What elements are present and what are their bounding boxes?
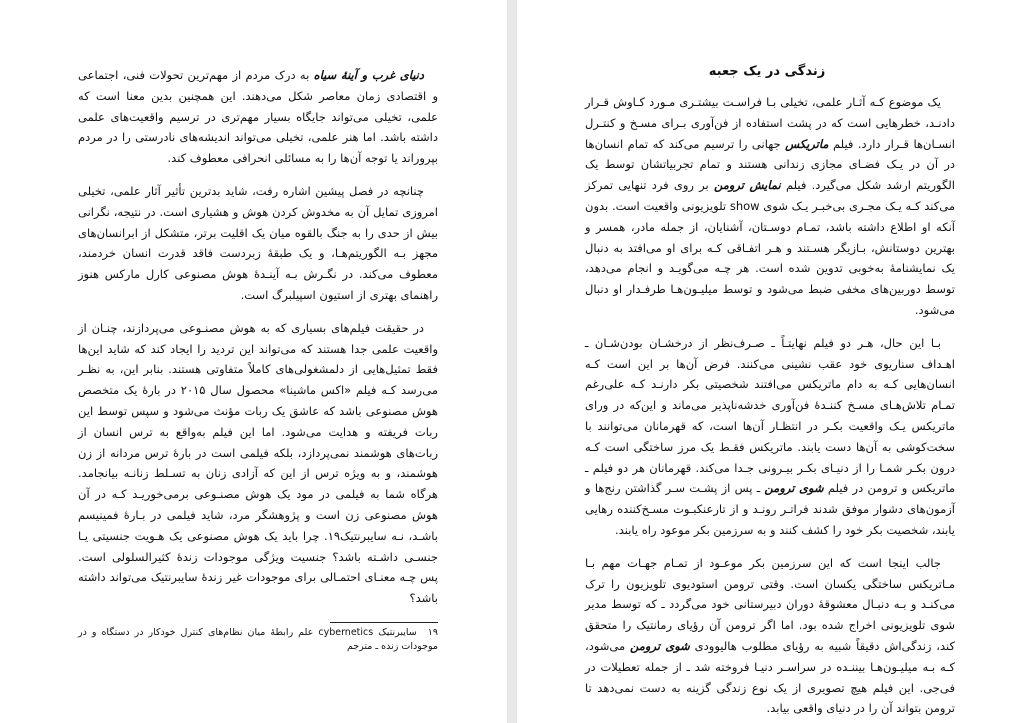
footnote [78, 626, 438, 654]
text-run: در حقیقت فیلم‌های بسیاری که به هوش مصنـوعی می‌پردازند، چنـان از واقعیت علمی جدا هستند که می‌تواند این تردید را ایجاد کند که شاید این‌ها فقط تمثیل‌هایی از دلمشغولی‌های کاملاً متفاوتی هستند. بنابر این، به نظـر می‌رسد کـه فیلم «اکس ماشینا» محصول سال ۲۰۱۵ در بارهٔ یک متخصص هوش مصنوعی باشد که عاشق یک ربات مؤنث می‌شود و سپس توسط این ربات فریفته و هدایت می‌شود. اما این فیلم به‌واقع به ترس انسان از ربات‌های هوشمند نمی‌پردازد، بلکه فیلمی است در بارهٔ ترس مردانه از زن هوشمند، و به ویژه ترس از این که آزادی زنان به تسـلط زنانـه بیانجامد. هرگاه شما به فیلمی در مود یک هوش مصنـوعی برمی‌خوریـد کـه در آن هوش مصنوعی زن است و پژوهشگر مرد، شاید فیلمی در بـارهٔ فمینیسم باشـد، نـه سایبرنتیک۱۹. چرا باید یک هوش مصنوعی یک هـویت جنسیتی یـا جنسـی داشـته باشد؟ جنسیت ویژگی موجودات زندهٔ کثیرالسلولی است. پس چـه معنـای احتمـالی برای موجودات غیر زندهٔ سایبرنتیک می‌تواند داشته باشد؟ [78, 320, 439, 606]
emphasis: نمایش ترومن [713, 178, 781, 193]
left-page-body [78, 65, 438, 621]
left-page [0, 0, 507, 723]
paragraph [78, 181, 438, 306]
footnote-number: ۱۹ [427, 627, 438, 638]
text-run: به درک مردم از مهم‌ترین تحولات فنی، اجتماعی و اقتصادی زمان معاصر شکل می‌دهند. این همچنین بدین معنا است که علمی، تخیلی می‌تواند جایگاه بسیار مهم‌تری در ترسیم واقعیت‌های علمی داشته باشد. اما هنر علمی، تخیلی می‌تواند اندیشه‌های نادرستی را در مردم بپروراند یا توجه آن‌ها را به مسائلی انحرافی معطوف کند. [78, 68, 438, 166]
right-page [517, 0, 1024, 723]
text-run: بـا این حال، هـر دو فیلم نهایتـاً ـ صـرف‌نظر از درخشـان بودن‌شـان ـ اهـداف سناریوی خود عقب نشینی می‌کنند. فرض آن‌ها بر این است کـه انسان‌هایی کـه به دام ماتریکس می‌افتند شخصیتی بکر دارنـد کـه علی‌رغم تمـام تلاش‌هـای مسـخ کننـدهٔ فن‌آوری خدشه‌ناپذیر می‌ماند و این‌که در ورای ماتریکس یـک واقعیت بکـر در انتظـار آن‌ها است، که قهرمانان می‌توانند با سخت‌کوشی به آن‌ها دست یابند. ماتریکس فقـط یک مرز ساختگی است کـه درون بکـر شمـا را از دنیـای بکـر بیـرونی جـدا می‌کند. قهرمانان هر دو فیلم ـ ماتریکس و ترومن در فیلم [585, 335, 955, 496]
text-run: بر روی فرد تنهایی تمرکز می‌کند کـه یـک مجـری بی‌خبـر یـک شوی show تلویزیونی واقعیت است. بدون آنکه او اطلاع داشته باشد، تمـام دوسـتان، آشنایان، از جمله مادر، همسر و بهترین دوستانش، بـازیگر هسـتند و هـر اتفـاقی کـه برای او می‌افتد به دنبال یک نمایشنامهٔ به‌خوبی تدوین شده است. هر چـه می‌گویـد و انجام می‌دهد، توسط دوربین‌های مخفی ضبط می‌شود و توسط میلیـون‌هـا طرفـدار او دنبال می‌شود. [585, 178, 955, 317]
footnote-text: سایبرنتیک cybernetics علم رابطهٔ میان نظام‌های کنترل خودکار در دستگاه و در موجودات زنده ـ مترجم [78, 627, 438, 652]
paragraph [585, 333, 955, 541]
emphasis: ماتریکس [785, 136, 829, 151]
paragraph [585, 553, 955, 719]
text-run: جهانی را ترسیم می‌کند که تمام انسان‌ها در آن در یـک فضـای مجازی زندانی هستند و تمام تجربیاتشان توسط یک الگوریتم ارشد شکل می‌گیرد. فیلم [585, 136, 956, 193]
right-page-body [585, 92, 955, 723]
emphasis: شوی ترومن [630, 638, 690, 653]
footnote-divider [330, 622, 438, 623]
text-run: چنانچه در فصل پیشین اشاره رفت، شاید بدترین تأثیر آثار علمی، تخیلی امروزی تمایل آن به مخدوش کردن هوش و هشیاری است. در نتیجه، نگرانی بیش از حدی را به جنگ بالقوه میان یک اقلیت برتر، متشکل از ابرانسان‌های مجهز بـه الگوریتم‌هـا، و یک طبقهٔ زبردست فاقد قدرت انسان خردمند، معطوف می‌کند. در نگـرش بـه آینـدهٔ هوش مصنوعی کارل مارکس هنوز راهنمای بهتری از استیون اسپیلبرگ است. [78, 183, 438, 302]
text-run: جالب اینجا است که این سرزمین بکر موعـود از تمـام جهـات مهم بـا مـاتریکس ساختگی یکسان است. وقتی ترومن استودیوی تلویزیون را ترک می‌کنـد و بـه دنبـال معشوقهٔ دوران دبیرستانی خود می‌گردد ـ که توسط مدیر شوی تلویزیونی اخراج شده بود. اما اگر ترومن آن رؤیای رمانتیک را متحقق کند، زندگی‌اش دقیقاً شبیه به رؤیای مطلوب هالیوودی [585, 555, 955, 653]
paragraph [78, 318, 438, 609]
paragraph [78, 65, 438, 169]
text-run: می‌شود، کـه بـه میلیـون‌هـا بیننـده در سراسـر دنیـا فروخته شد ـ از جمله تعطیلات در فی‌جی. این فیلم هیچ تصویری از یک نوع زندگی گزینه به دست نمی‌دهد تا ترومن بتواند آن را در دنیای واقعی بیابد. [585, 638, 955, 716]
emphasis: دنیای غرب و آینهٔ سیاه [313, 68, 424, 82]
emphasis: شوی ترومن [764, 481, 824, 496]
paragraph [585, 92, 955, 321]
text-run: یک موضوع کـه آثـار علمی، تخیلی بـا فراسـت بیشتـری مـورد کـاوش قـرار دادنـد، خطرهایی است که در پشت استفاده از فن‌آوری بـرای مسـخ و کنتـرل انسـان‌ها قـرار دارد. فیلم [585, 95, 956, 151]
chapter-title: زندگی در یک جعبه [708, 64, 826, 79]
text-run: ـ پس از پشـت سـر گذاشتن رنج‌ها و آزمون‌های دشوار موفق شدند فراتـر رونـد و از تارعنکبـوت مسـخ‌کننده رهایی یابند، شخصیت بکر خود را کشف کنند و به سرزمین بکر موعود راه یابند. [585, 481, 955, 537]
